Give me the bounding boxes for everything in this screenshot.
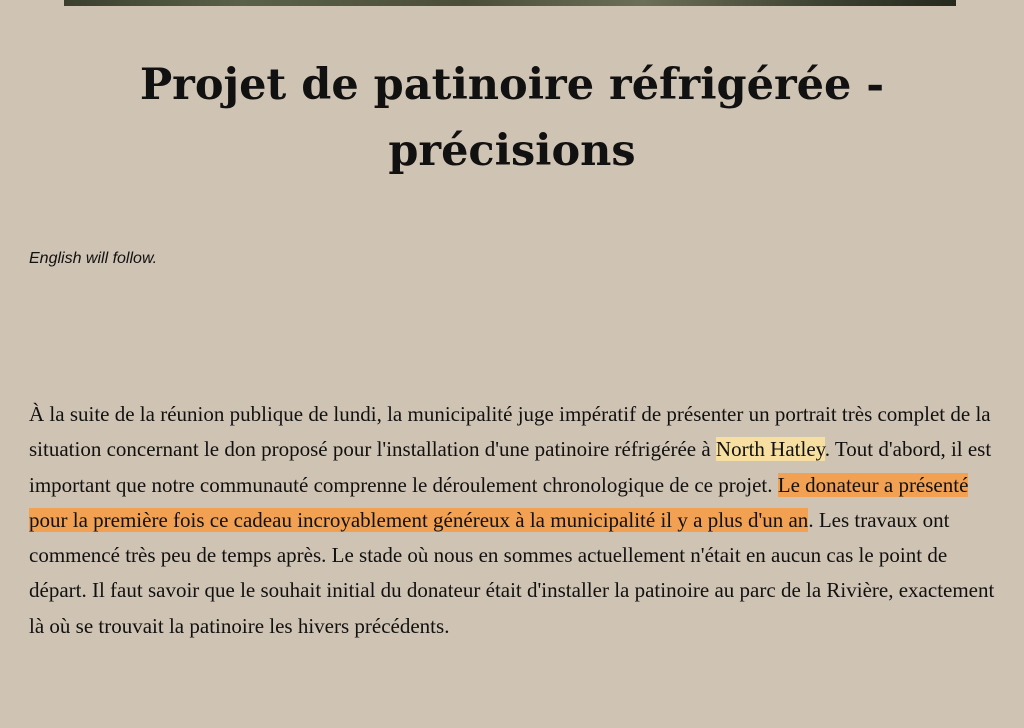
article-title — [60, 52, 964, 184]
article-paragraph — [29, 397, 999, 644]
highlighted-place-name[interactable]: North Hatley — [715, 437, 825, 462]
header-image — [64, 0, 956, 6]
paragraph-text-1: À la suite de la réunion publique de lundi, la municipalité juge impératif de présenter un portrait très complet de la situation concernant le don proposé pour l'installation d'une patinoire réfrigérée à — [29, 402, 991, 462]
title-line-1: Projet de patinoire réfrigérée - — [139, 60, 885, 110]
english-follow-note: English will follow. — [29, 250, 158, 267]
paragraph-text-2: . Tout d'abord, il est important que notre communauté comprenne le déroulement chronologique de ce projet. — [29, 437, 992, 497]
highlighted-sentence[interactable]: Le donateur a présenté pour la première fois ce cadeau incroyablement généreux à la municipalité il y a plus d'un an — [29, 472, 969, 532]
title-line-2: précisions — [388, 126, 636, 176]
paragraph-text-3: . Les travaux ont commencé très peu de temps après. Le stade où nous en sommes actuellement n'était en aucun cas le point de départ. Il faut savoir que le souhait initial du donateur était d'installer la patinoire au parc de la Rivière, exactement là où se trouvait la patinoire les hivers précédents. — [29, 507, 995, 638]
